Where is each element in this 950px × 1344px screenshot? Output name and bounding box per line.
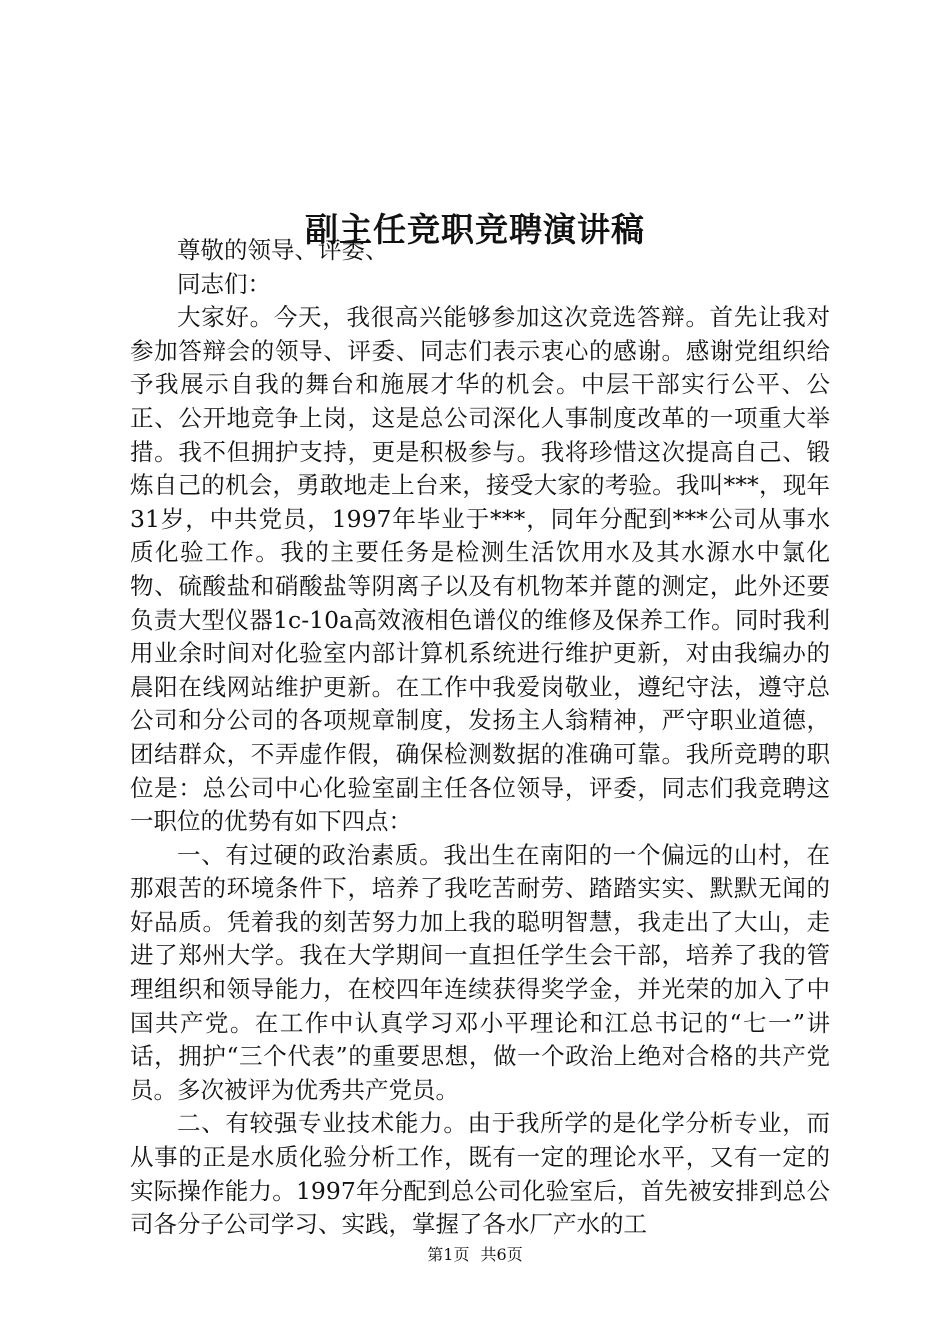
salutation-line-2: 同志们： [177,269,271,298]
page-number-current: 第1页 [427,1245,470,1264]
page-footer [0,1243,950,1267]
salutation-line-1: 尊敬的领导、评委、 [177,236,389,264]
paragraph-point-one: 一、有过硬的政治素质。我出生在南阳的一个偏远的山村，在那艰苦的环境条件下，培养了我吃苦耐劳、踏踏实实、默默无闻的好品质。凭着我的刻苦努力加上我的聪明智慧，我走出了大山，走进了郑州大学。我在大学期间一直担任学生会干部，培养了我的管理组织和领导能力，在校四年连续获得奖学金，并光荣的加入了中国共产党。在工作中认真学习邓小平理论和江总书记的“七一”讲话，拥护“三个代表”的重要思想，做一个政治上绝对合格的共产党员。多次被评为优秀共产党员。 [130,840,830,1104]
document-body [130,234,830,1242]
paragraph-introduction: 大家好。今天，我很高兴能够参加这次竞选答辩。首先让我对参加答辩会的领导、评委、同志们表示衷心的感谢。感谢党组织给予我展示自我的舞台和施展才华的机会。中层干部实行公平、公正、公开地竞争上岗，这是总公司深化人事制度改革的一项重大举措。我不但拥护支持，更是积极参与。我将珍惜这次提高自己、锻炼自己的机会，勇敢地走上台来，接受大家的考验。我叫***，现年31岁，中共党员，1997年毕业于***，同年分配到***公司从事水质化验工作。我的主要任务是检测生活饮用水及其水源水中氯化物、硫酸盐和硝酸盐等阴离子以及有机物苯并蓖的测定，此外还要负责大型仪器1c-10a高效液相色谱仪的维修及保养工作。同时我利用业余时间对化验室内部计算机系统进行维护更新，对由我编办的晨阳在线网站维护更新。在工作中我爱岗敬业，遵纪守法，遵守总公司和分公司的各项规章制度，发扬主人翁精神，严守职业道德，团结群众，不弄虚作假，确保检测数据的准确可靠。我所竞聘的职位是：总公司中心化验室副主任各位领导，评委，同志们我竞聘这一职位的优势有如下四点： [130,303,830,836]
page-number-total: 共6页 [480,1245,523,1264]
document-title: 副主任竞职竞聘演讲稿 [305,210,645,250]
paragraph-point-two: 二、有较强专业技术能力。由于我所学的是化学分析专业，而从事的正是水质化验分析工作，既有一定的理论水平，又有一定的实际操作能力。1997年分配到总公司化验室后，首先被安排到总公司各分子公司学习、实践，掌握了各水厂产水的工 [130,1109,830,1239]
